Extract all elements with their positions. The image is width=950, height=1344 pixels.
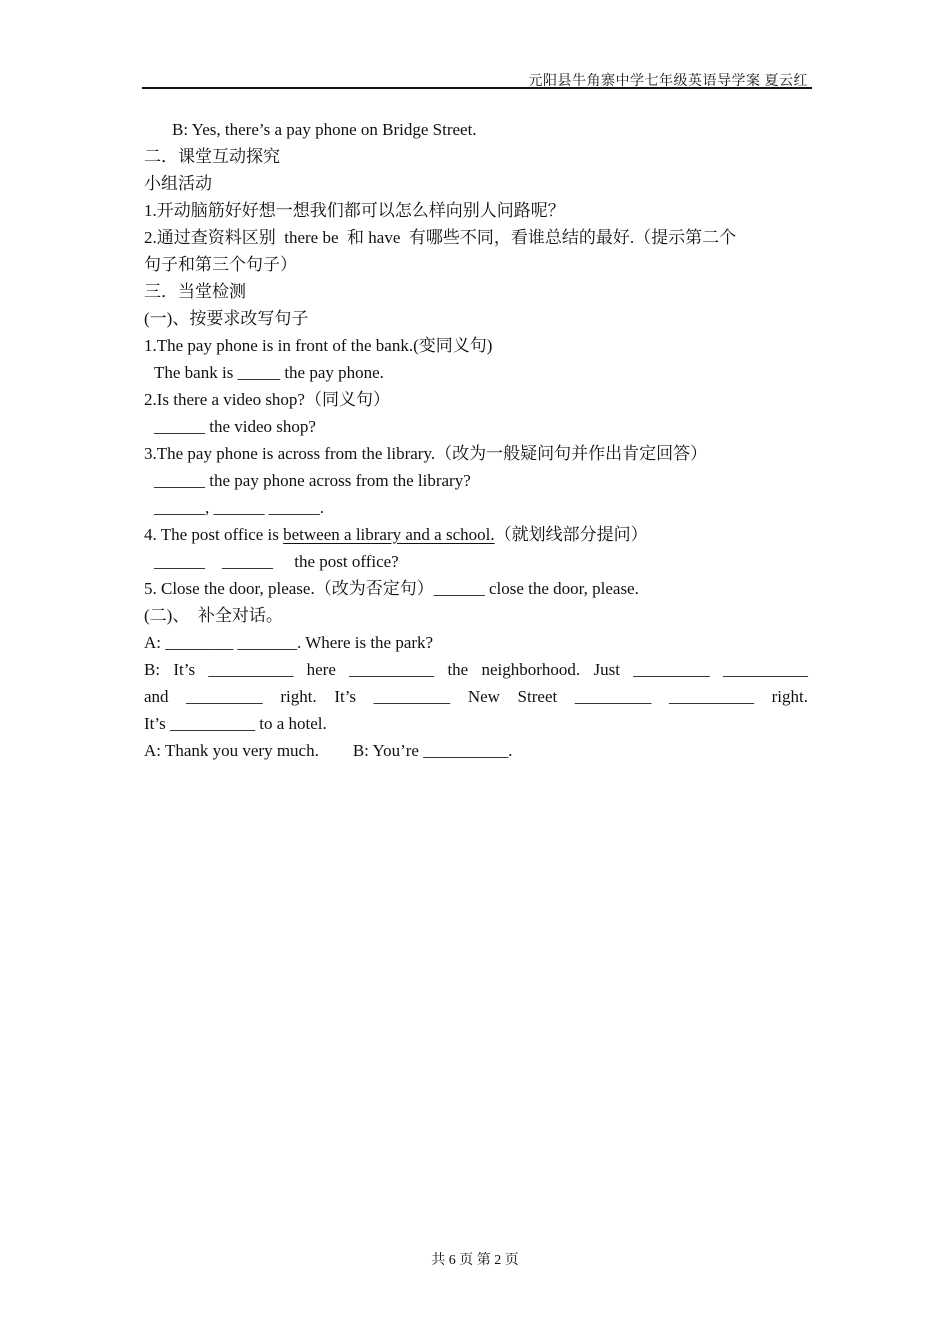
exercise-text: 4. The post office is bbox=[144, 525, 284, 544]
exercise-answer-line: ______ the video shop? bbox=[154, 417, 316, 436]
subsection-heading: (一)、按要求改写句子 bbox=[144, 309, 309, 328]
dialogue-line: and _________ right. It’s _________ New Street _________ __________ right. bbox=[144, 687, 808, 706]
activity-item: 2.通过查资料区别 there be 和 have 有哪些不同，看谁总结的最好.（提示第二个 bbox=[144, 228, 737, 247]
dialogue-line: A: Thank you very much. B: You’re __________. bbox=[144, 741, 513, 760]
exercise-answer-line: The bank is _____ the pay phone. bbox=[154, 363, 384, 382]
exercise-answer-line: ______ ______ the post office? bbox=[154, 552, 399, 571]
exercise-item: 1.The pay phone is in front of the bank.(变同义句) bbox=[144, 336, 493, 355]
header-title: 元阳县牛角寨中学七年级英语导学案 夏云红 bbox=[528, 74, 808, 89]
subsection-heading: 小组活动 bbox=[144, 174, 212, 193]
exercise-item: 2.Is there a video shop?（同义句） bbox=[144, 390, 390, 409]
exercise-item bbox=[144, 521, 808, 548]
exercise-item: 5. Close the door, please.（改为否定句）______ close the door, please. bbox=[144, 579, 639, 598]
dialogue-line: It’s __________ to a hotel. bbox=[144, 714, 327, 733]
underlined-phrase: between a library and a school. bbox=[283, 525, 495, 544]
section-heading: 二．课堂互动探究 bbox=[144, 147, 280, 166]
activity-item: 1.开动脑筋好好想一想我们都可以怎么样向别人问路呢？ bbox=[144, 201, 565, 220]
subsection-heading: (二)、 补全对话。 bbox=[144, 606, 283, 625]
header-divider bbox=[142, 87, 812, 89]
worksheet-content bbox=[144, 116, 808, 764]
exercise-instruction: （就划线部分提问） bbox=[494, 525, 648, 544]
activity-item-continued: 句子和第三个句子） bbox=[144, 255, 297, 274]
dialogue-line: B: Yes, there’s a pay phone on Bridge Street. bbox=[172, 120, 477, 139]
exercise-item: 3.The pay phone is across from the library.（改为一般疑问句并作出肯定回答） bbox=[144, 444, 708, 463]
page-number: 共 6 页 第 2 页 bbox=[431, 1253, 519, 1268]
section-heading: 三．当堂检测 bbox=[144, 282, 246, 301]
exercise-answer-line: ______ the pay phone across from the library? bbox=[154, 471, 471, 490]
dialogue-line: B: It’s __________ here __________ the neighborhood. Just _________ __________ bbox=[144, 660, 808, 679]
exercise-answer-line: ______, ______ ______. bbox=[154, 498, 324, 517]
dialogue-line: A: ________ _______. Where is the park? bbox=[144, 633, 434, 652]
